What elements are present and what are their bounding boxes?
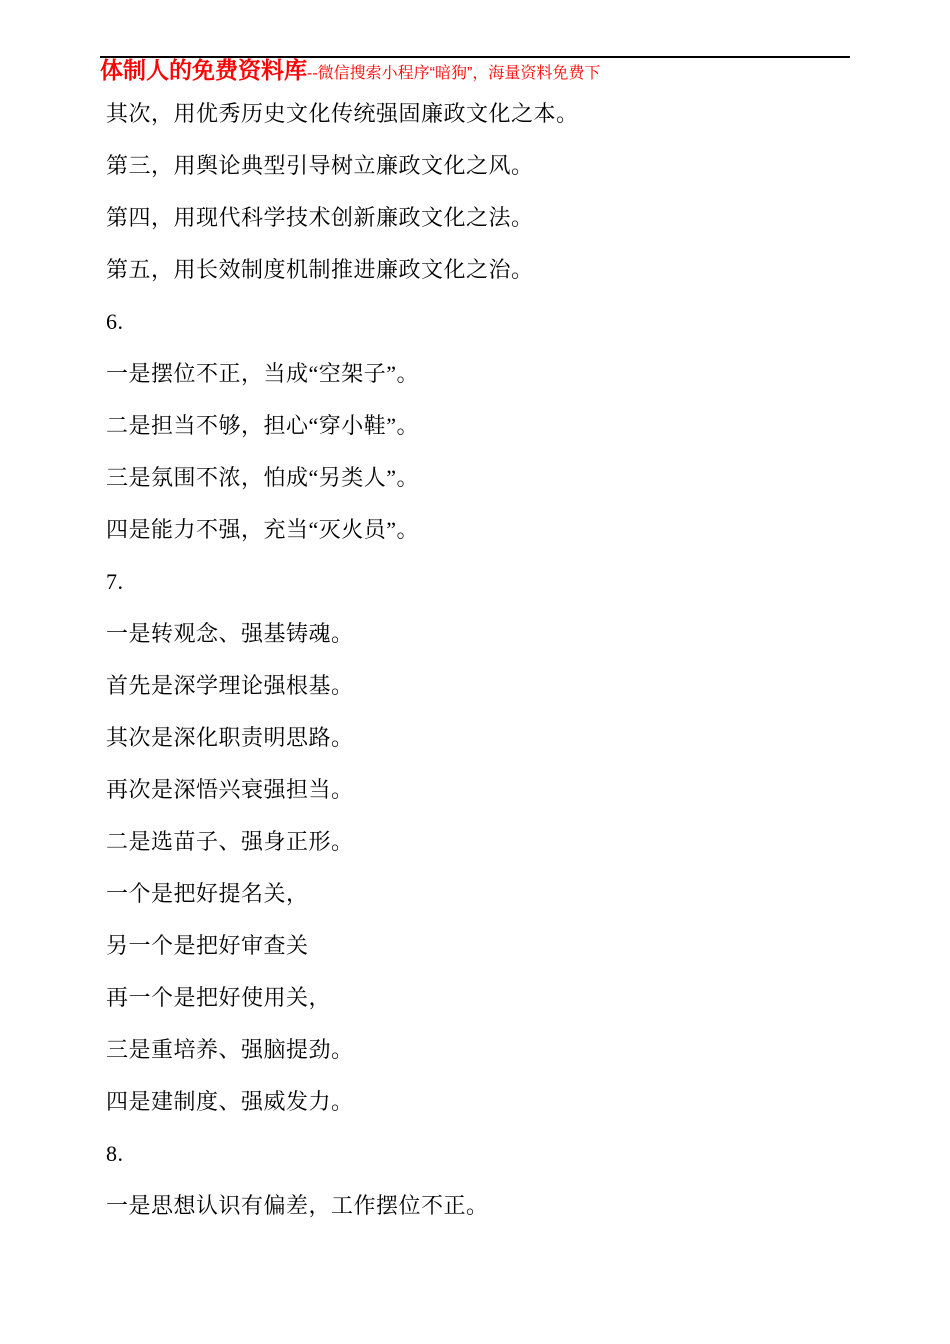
page-header [100, 0, 850, 83]
paragraph: 一是摆位不正，当成“空架子”。 [106, 361, 420, 386]
paragraph: 一个是把好提名关， [106, 881, 309, 906]
paragraph: 首先是深学理论强根基。 [106, 673, 354, 698]
header-brand-text: 体制人的免费资料库 [100, 57, 307, 83]
paragraph: 再次是深悟兴衰强担当。 [106, 777, 354, 802]
paragraph: 一是转观念、强基铸魂。 [106, 621, 354, 646]
paragraph: 二是选苗子、强身正形。 [106, 829, 354, 854]
paragraph: 二是担当不够，担心“穿小鞋”。 [106, 413, 420, 438]
paragraph: 一是思想认识有偏差，工作摆位不正。 [106, 1193, 489, 1218]
paragraph: 三是重培养、强脑提劲。 [106, 1037, 354, 1062]
paragraph-number: 6. [106, 309, 124, 334]
paragraph: 四是能力不强，充当“灭火员”。 [106, 517, 420, 542]
paragraph: 其次是深化职责明思路。 [106, 725, 354, 750]
paragraph: 第四，用现代科学技术创新廉政文化之法。 [106, 205, 534, 230]
paragraph: 四是建制度、强威发力。 [106, 1089, 354, 1114]
paragraph-number: 8. [106, 1141, 124, 1166]
paragraph: 另一个是把好审查关 [106, 933, 309, 958]
paragraph: 再一个是把好使用关， [106, 985, 332, 1010]
paragraph: 其次，用优秀历史文化传统强固廉政文化之本。 [106, 101, 579, 126]
header-promo-text: --微信搜索小程序“暗狗”，海量资料免费下 [307, 65, 601, 82]
paragraph: 第三，用舆论典型引导树立廉政文化之风。 [106, 153, 534, 178]
paragraph-number: 7. [106, 569, 124, 594]
paragraph: 三是氛围不浓，怕成“另类人”。 [106, 465, 420, 490]
paragraph: 第五，用长效制度机制推进廉政文化之治。 [106, 257, 534, 282]
document-body [100, 58, 850, 1232]
